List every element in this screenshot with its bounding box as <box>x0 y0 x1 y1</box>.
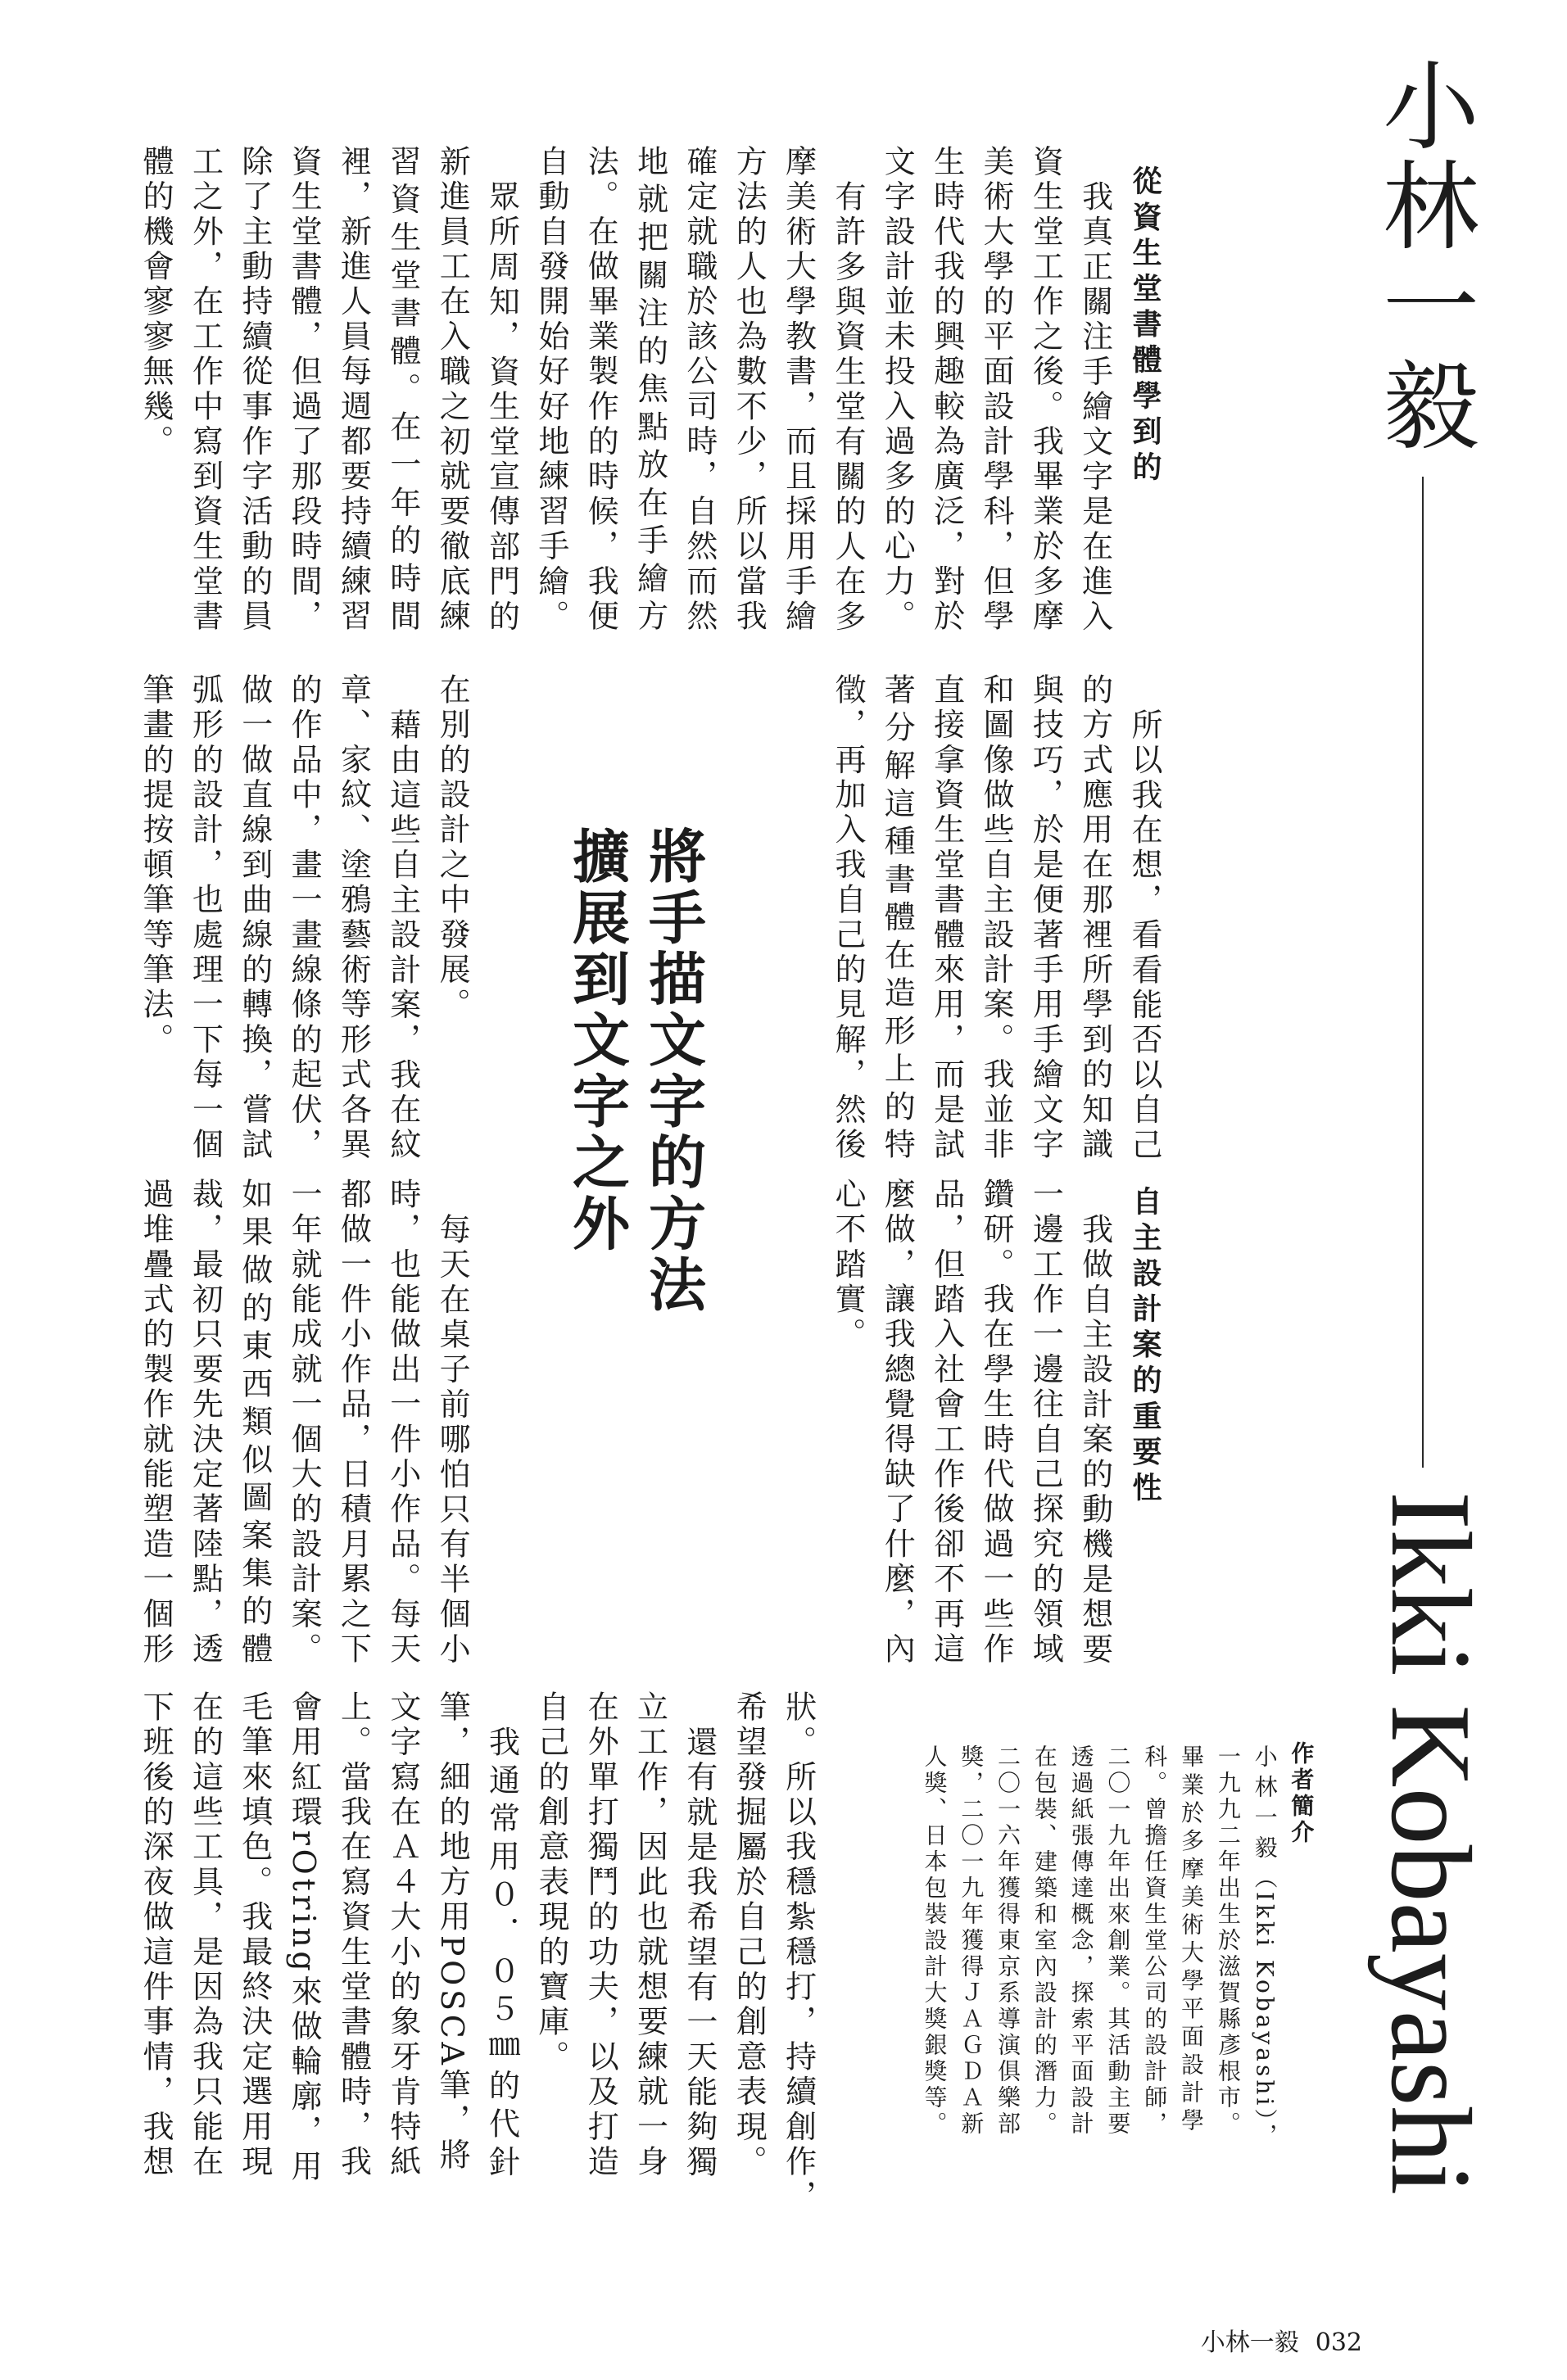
text-column: 的方式應用在那裡所學到的知識 <box>1076 673 1113 1163</box>
bio-column: 透過紙張傳達概念，探索平面設計 <box>1067 1744 1095 2138</box>
text-column: 裁，最初只要先決定著陸點，透 <box>187 1178 224 1667</box>
text-column: 生時代我的興趣較為廣泛，對於 <box>928 145 965 635</box>
section-1 <box>131 145 1169 635</box>
page-number: 032 <box>1315 2328 1362 2357</box>
text-column: 筆，細的地方用POSCA筆，將 <box>434 1690 471 2174</box>
text-column: 狀。所以我穩紮穩打，持續創作， <box>780 1690 817 2215</box>
text-column: 上。當我在寫資生堂書體時，我 <box>335 1690 372 2180</box>
text-column: 法。在做畢業製作的時候，我便 <box>582 145 619 635</box>
text-column: 直接拿資生堂書體來用，而是試 <box>928 673 965 1163</box>
text-column: 品，但踏入社會工作後卻不再這 <box>928 1178 965 1667</box>
text-column: 過堆疊式的製作就能塑造一個形 <box>138 1178 174 1667</box>
text-column: 方法的人也為數不少，所以當我 <box>731 145 768 635</box>
feature-heading-line: 將手描文字的方法 <box>639 826 708 1316</box>
bio-column: 人獎、日本包裝設計大獎銀獎等。 <box>921 1744 949 2138</box>
text-column: 時，也能做出一件小作品。每天 <box>384 1178 421 1667</box>
bio-heading: 作者簡介 <box>1288 1741 1316 1846</box>
text-column: 美術大學的平面設計學科，但學 <box>977 145 1014 635</box>
page-footer <box>1201 2322 1362 2358</box>
text-column: 每天在桌子前哪怕只有半個小 <box>434 1212 471 1667</box>
text-column: 確定就職於該公司時，自然而然 <box>681 145 718 635</box>
text-column: 新進員工在入職之初就要徹底練 <box>434 145 471 635</box>
text-column: 眾所周知，資生堂宣傳部門的 <box>483 179 520 635</box>
text-column: 文字設計並未投入過多的心力。 <box>879 145 916 635</box>
text-column: 摩美術大學教書，而且採用手繪 <box>780 145 817 635</box>
text-column: 有許多與資生堂有關的人在多 <box>829 179 866 635</box>
author-bio <box>916 1741 1320 2150</box>
text-column: 在外單打獨鬥的功夫，以及打造 <box>582 1690 619 2180</box>
text-column: 體的機會寥寥無幾。 <box>138 145 174 460</box>
feature-heading <box>559 826 712 1334</box>
bio-name: 小林一毅 <box>1251 1744 1279 1866</box>
text-column: 希望發掘屬於自己的創意表現。 <box>731 1690 768 2180</box>
section-3-right <box>823 1178 1169 1667</box>
author-name-roman-title: Ikki Kobayashi <box>1367 1491 1494 2196</box>
text-column: 在的這些工具，是因為我只能在 <box>187 1690 224 2180</box>
section-heading: 自主設計案的重要性 <box>1128 1186 1162 1508</box>
text-column: 鑽研。我在學生時代做過一些作 <box>977 1178 1014 1667</box>
bio-column: 科。曾擔任資生堂公司的設計師， <box>1141 1744 1169 2138</box>
text-column: 徵，再加入我自己的見解，然後 <box>829 673 866 1163</box>
text-column: 做一做直線到曲線的轉換，嘗試 <box>236 673 273 1163</box>
running-title: 小林一毅 <box>1200 2328 1299 2357</box>
text-column: 工之外，在工作中寫到資生堂書 <box>187 145 224 635</box>
section-3-left <box>131 1178 477 1667</box>
text-column: 都做一件小作品，日積月累之下 <box>335 1178 372 1667</box>
section-heading: 從資生堂書體學到的 <box>1128 165 1162 487</box>
text-column: 和圖像做些自主設計案。我並非 <box>977 673 1014 1163</box>
text-column: 弧形的設計，也處理一下每一個 <box>187 673 224 1163</box>
bio-name-roman: （Ikki Kobayashi）， <box>1251 1866 1279 2150</box>
text-column: 文字寫在Ａ４大小的象牙肯特紙 <box>384 1690 421 2180</box>
text-column: 的作品中，畫一畫線條的起伏， <box>286 673 323 1163</box>
text-column: 心不踏實。 <box>829 1178 866 1353</box>
section-2-left <box>131 673 477 1163</box>
text-column: 毛筆來填色。我最終決定選用現 <box>236 1690 273 2180</box>
bio-column: 二〇一六年獲得東京系導演俱樂部 <box>994 1744 1022 2138</box>
text-column: 地就把關注的焦點放在手繪方 <box>632 145 668 635</box>
text-column: 會用紅環rOtring來做輪廓，用 <box>286 1690 323 2185</box>
text-column: 章、家紋、塗鴉藝術等形式各異 <box>335 673 372 1163</box>
bio-column: 一九九二年出生於滋賀縣彥根市。 <box>1214 1744 1242 2138</box>
text-column: 裡，新進人員每週都要持續練習 <box>335 145 372 635</box>
text-column: 自動自發開始好好地練習手繪。 <box>532 145 569 635</box>
bio-column: 二〇一九年出來創業。其活動主要 <box>1104 1744 1132 2138</box>
bio-column: 在包裝、建築和室內設計的潛力。 <box>1030 1744 1058 2138</box>
text-column: 筆畫的提按頓筆等筆法。 <box>138 673 174 1058</box>
text-column: 我通常用０．０５㎜的代針 <box>483 1725 520 2180</box>
text-column: 還有就是我希望有一天能夠獨 <box>681 1725 718 2180</box>
text-column: 我做自主設計案的動機是想要 <box>1076 1212 1113 1667</box>
text-column: 資生堂書體，但過了那段時間， <box>286 145 323 635</box>
bio-column: 獎，二〇一九年獲得ＪＡＧＤＡ新 <box>958 1744 985 2138</box>
text-column: 藉由這些自主設計案，我在紋 <box>384 708 421 1163</box>
text-column: 與技巧，於是便著手用手繪文字 <box>1027 673 1064 1163</box>
bio-name-column <box>1246 1741 1283 2150</box>
text-column: 我真正關注手繪文字是在進入 <box>1076 179 1113 635</box>
text-column: 除了主動持續從事作字活動的員 <box>236 145 273 635</box>
author-name-title: 小林一毅 <box>1366 56 1479 455</box>
text-column: 立工作，因此也就想要練就一身 <box>632 1690 668 2180</box>
bio-column: 畢業於多摩美術大學平面設計學 <box>1178 1744 1206 2134</box>
text-column: 下班後的深夜做這件事情，我想 <box>138 1690 174 2180</box>
text-column: 如果做的東西類似圖案集的體 <box>236 1178 273 1667</box>
section-2-right <box>823 673 1169 1163</box>
section-4 <box>131 1690 823 2215</box>
text-column: 麼做，讓我總覺得缺了什麼，內 <box>879 1178 916 1667</box>
text-column: 資生堂工作之後。我畢業於多摩 <box>1027 145 1064 635</box>
text-column: 所以我在想，看看能否以自己 <box>1126 708 1162 1163</box>
feature-heading-line: 擴展到文字之外 <box>563 826 632 1255</box>
text-column: 習資生堂書體。在一年的時間 <box>384 145 421 635</box>
text-column: 自己的創意表現的寶庫。 <box>532 1690 569 2075</box>
title-divider-line <box>1422 477 1424 1468</box>
text-column: 著分解這種書體在造形上的特 <box>879 673 916 1163</box>
text-column: 一年就能成就一個大的設計案。 <box>286 1178 323 1667</box>
text-column: 在別的設計之中發展。 <box>434 673 471 1023</box>
text-column: 一邊工作一邊往自己探究的領域 <box>1027 1178 1064 1667</box>
